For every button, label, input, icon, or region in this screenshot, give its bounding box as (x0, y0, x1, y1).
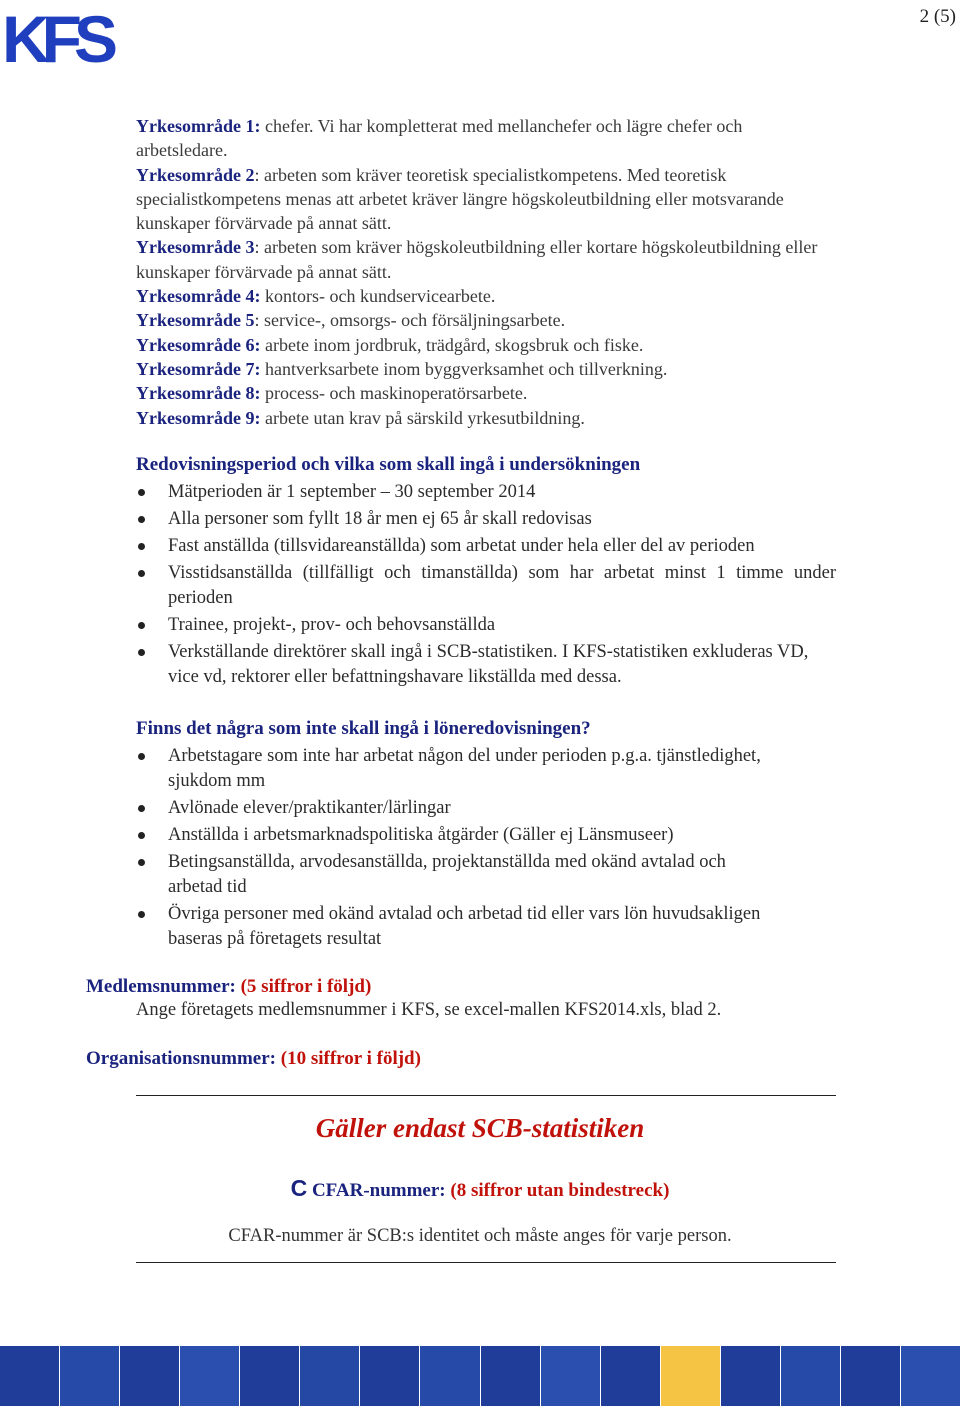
occupation-item: Yrkesområde 6: arbete inom jordbruk, trädgård, skogsbruk och fiske. (136, 334, 644, 355)
footer-square (481, 1346, 540, 1406)
cfar-label: CFAR-nummer: (311, 1180, 446, 1201)
member-heading (86, 976, 371, 998)
occupation-item: Yrkesområde 4: kontors- och kundservicearbete. (136, 286, 496, 307)
footer-square (661, 1346, 720, 1406)
occupation-list (136, 114, 836, 430)
cfar-note: CFAR-nummer är SCB:s identitet och måste anges för varje person. (228, 1226, 732, 1246)
kfs-logo (2, 2, 110, 76)
footer-square (180, 1346, 239, 1406)
list-item: Visstidsanställda (tillfälligt och timanställda) som har arbetat minst 1 timme under perioden (136, 561, 836, 611)
occupation-item: Yrkesområde 3: arbeten som kräver högskoleutbildning eller kortare högskoleutbildning eller kunskaper förvärvade på annat sätt. (136, 237, 818, 282)
list-item: Betingsanställda, arvodesanställda, projektanställda med okänd avtalad och arbetad tid (136, 850, 776, 900)
list-item: Fast anställda (tillsvidareanställda) som arbetat under hela eller del av perioden (136, 534, 836, 559)
divider-top (136, 1095, 836, 1096)
occupation-item: Yrkesområde 2: arbeten som kräver teoretisk specialistkompetens. Med teoretisk specialistkompetens menas att arbetet kräver längre högskoleutbildning eller motsvarande kunskaper förvärvade på annat sätt. (136, 164, 784, 234)
org-requirement: (10 siffror i följd) (280, 1048, 421, 1069)
member-instruction: Ange företagets medlemsnummer i KFS, se excel-mallen KFS2014.xls, blad 2. (136, 1000, 722, 1020)
period-list (136, 480, 836, 690)
org-label: Organisationsnummer: (86, 1048, 276, 1069)
excluded-list (136, 744, 776, 952)
footer-square (721, 1346, 780, 1406)
footer-square (420, 1346, 479, 1406)
occupation-item: Yrkesområde 7: hantverksarbete inom byggverksamhet och tillverkning. (136, 358, 668, 379)
org-heading (86, 1048, 421, 1070)
cfar-heading (0, 1175, 960, 1202)
period-heading: Redovisningsperiod och vilka som skall ingå i undersökningen (136, 454, 641, 475)
scb-title: Gäller endast SCB-statistiken (315, 1113, 645, 1143)
cfar-requirement: (8 siffror utan bindestreck) (450, 1180, 670, 1201)
footer-square (901, 1346, 960, 1406)
footer-band (0, 1346, 960, 1406)
list-item: Verkställande direktörer skall ingå i SCB-statistiken. I KFS-statistiken exkluderas VD, vice vd, rektorer eller befattningshavare likställda med dessa. (136, 640, 836, 690)
footer-square (0, 1346, 59, 1406)
list-item: Avlönade elever/praktikanter/lärlingar (136, 796, 776, 821)
list-item: Anställda i arbetsmarknadspolitiska åtgärder (Gäller ej Länsmuseer) (136, 823, 776, 848)
list-item: Alla personer som fyllt 18 år men ej 65 år skall redovisas (136, 507, 836, 532)
footer-square (360, 1346, 419, 1406)
cfar-letter: C (290, 1175, 308, 1201)
list-item: Trainee, projekt-, prov- och behovsanställda (136, 613, 836, 638)
occupation-item: Yrkesområde 8: process- och maskinoperatörsarbete. (136, 383, 528, 404)
member-label: Medlemsnummer: (86, 976, 236, 997)
excluded-heading: Finns det några som inte skall ingå i löneredovisningen? (136, 718, 591, 739)
divider-bottom (136, 1262, 836, 1263)
occupation-item: Yrkesområde 5: service-, omsorgs- och försäljningsarbete. (136, 310, 566, 331)
footer-square (60, 1346, 119, 1406)
footer-square (240, 1346, 299, 1406)
footer-square (300, 1346, 359, 1406)
list-item: Arbetstagare som inte har arbetat någon del under perioden p.g.a. tjänstledighet, sjukdom mm (136, 744, 776, 794)
occupation-item: Yrkesområde 1: chefer. Vi har kompletterat med mellanchefer och lägre chefer och arbetsledare. (136, 116, 743, 161)
list-item: Mätperioden är 1 september – 30 september 2014 (136, 480, 836, 505)
member-requirement: (5 siffror i följd) (240, 976, 372, 997)
footer-square (781, 1346, 840, 1406)
footer-square (601, 1346, 660, 1406)
footer-square (120, 1346, 179, 1406)
footer-square (841, 1346, 900, 1406)
svg-text:KFS: KFS (2, 2, 110, 76)
list-item: Övriga personer med okänd avtalad och arbetad tid eller vars lön huvudsakligen baseras på företagets resultat (136, 902, 776, 952)
footer-square (541, 1346, 600, 1406)
occupation-item: Yrkesområde 9: arbete utan krav på särskild yrkesutbildning. (136, 407, 585, 428)
page-number: 2 (5) (919, 6, 956, 27)
